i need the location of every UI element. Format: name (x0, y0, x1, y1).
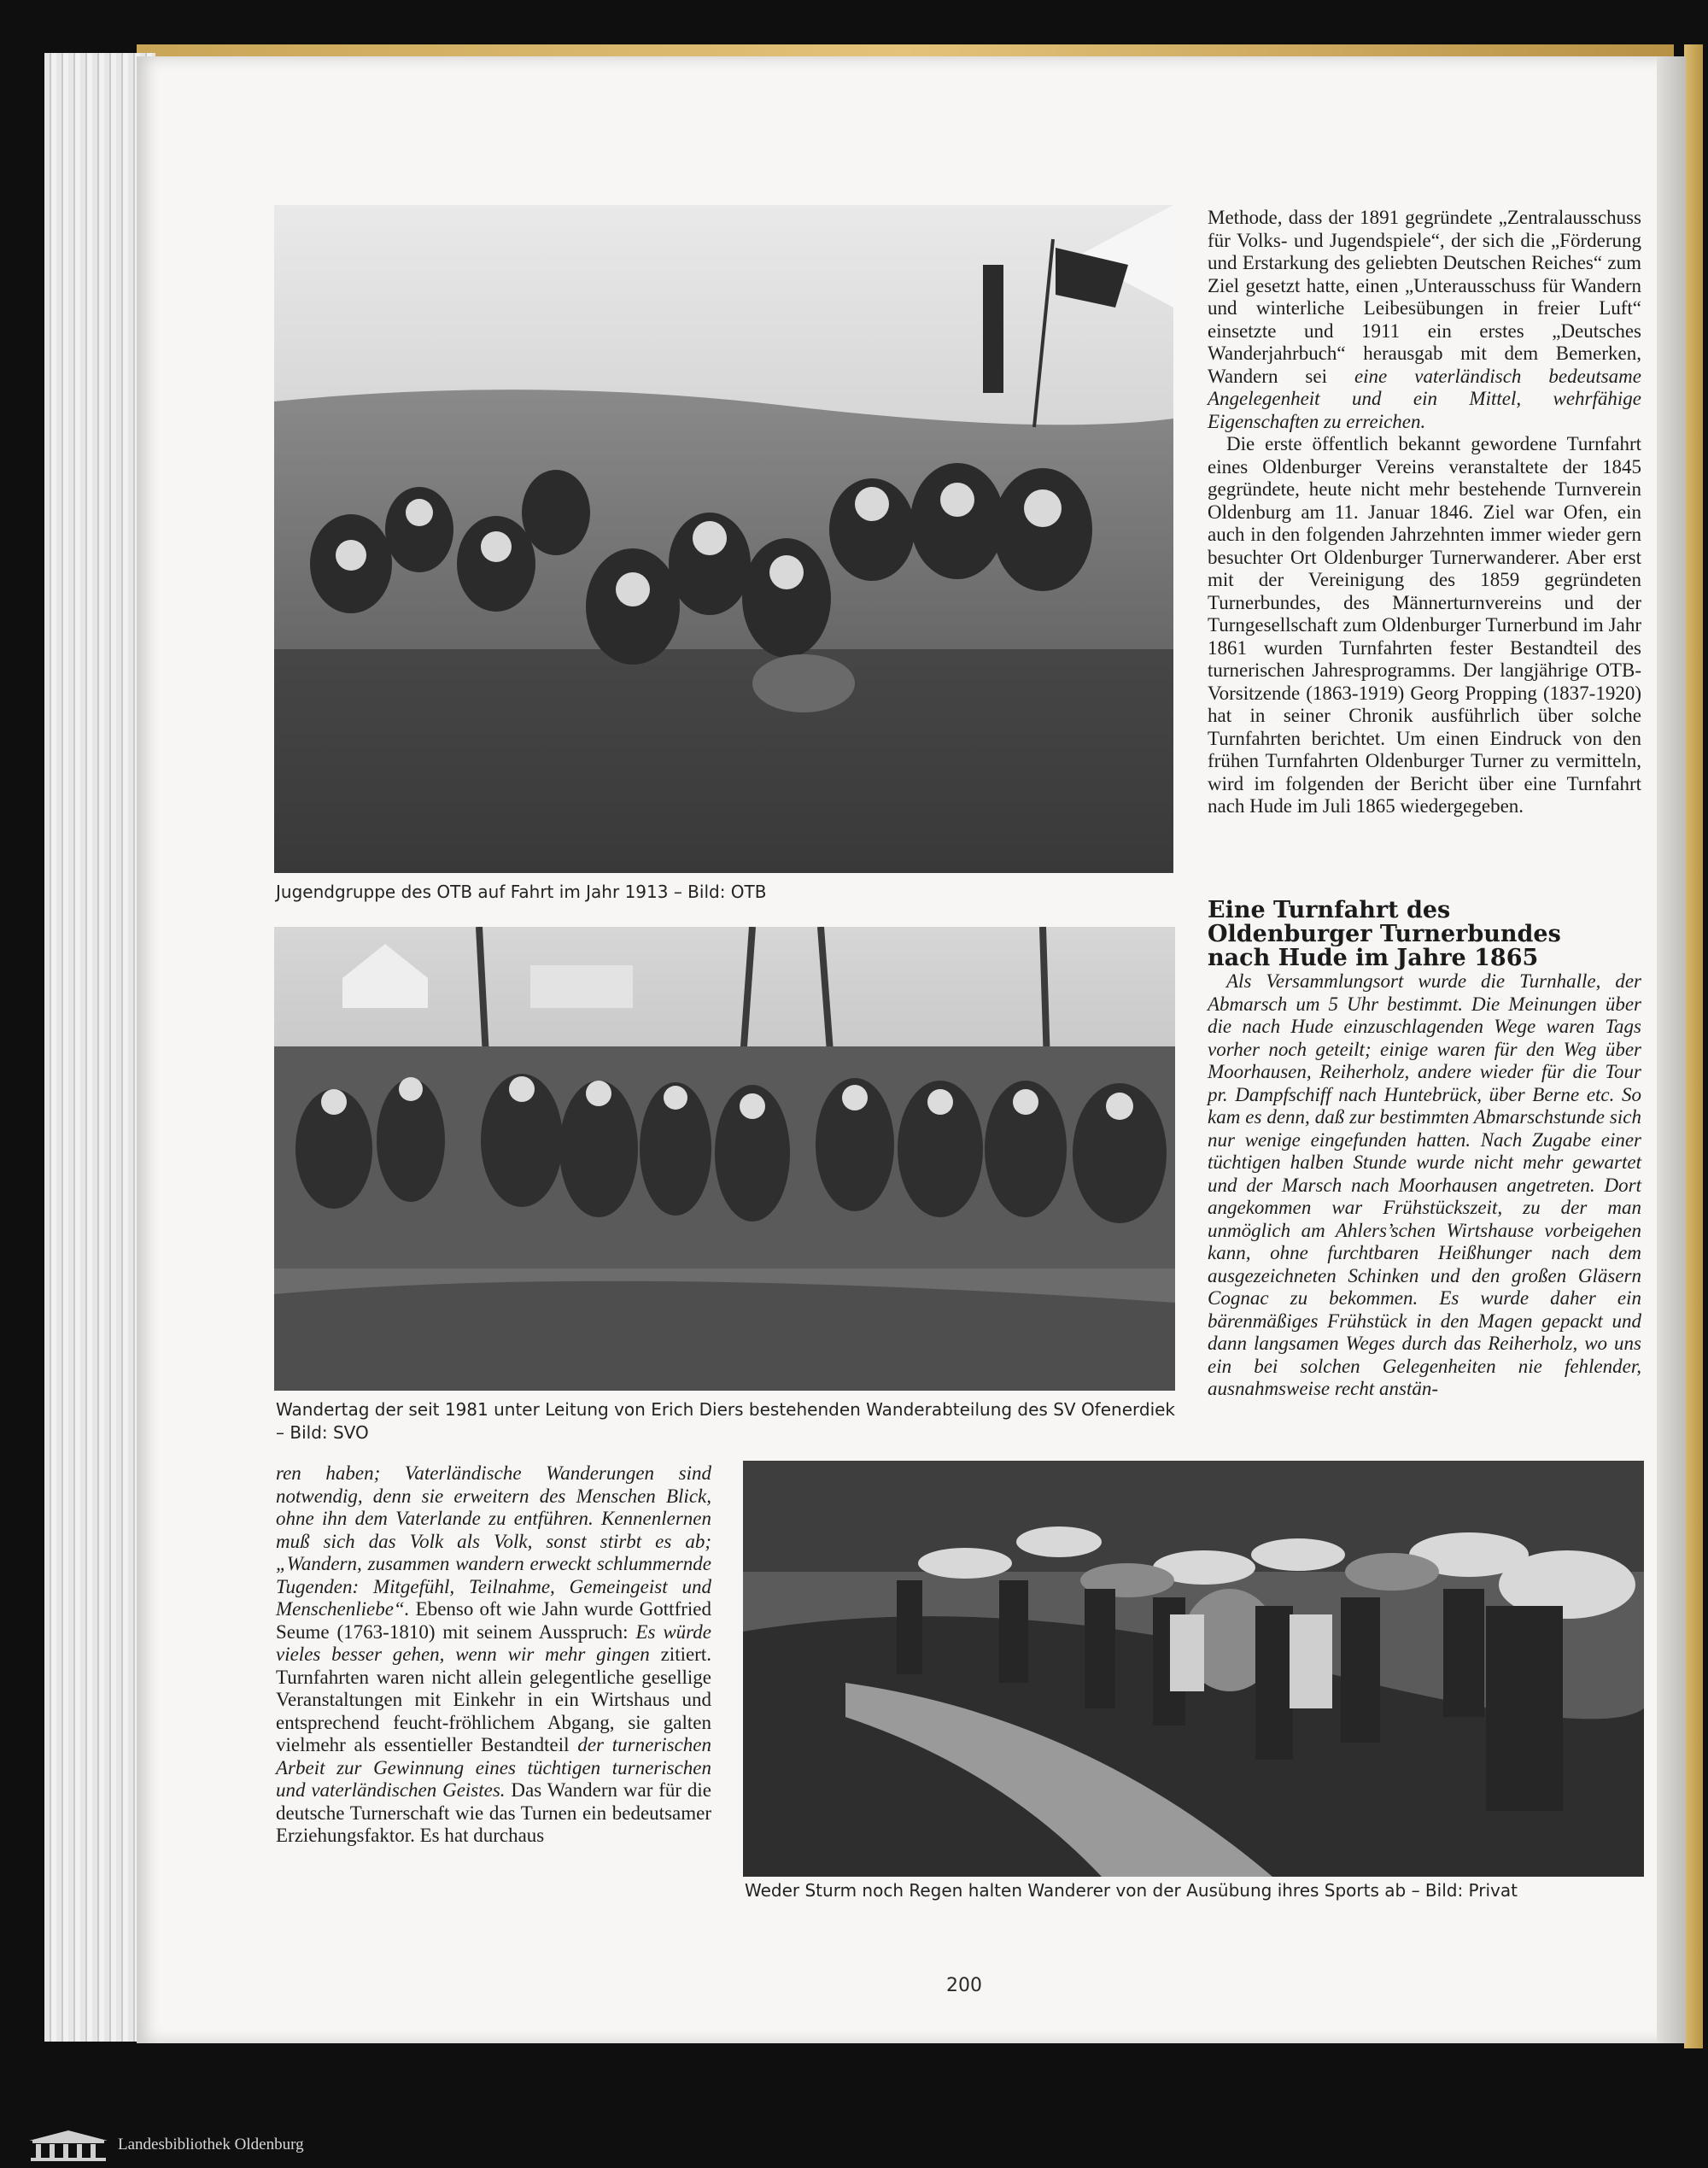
library-name: Landesbibliothek Oldenburg (118, 2136, 304, 2153)
paragraph: Die erste öffentlich bekannt gewordene Turnfahrt eines Oldenburger Vereins veranstaltete der 1845 gegründete, heute nicht mehr bestehende Turnverein Oldenburg am 11. Januar 1846. Ziel war Ofen, ein auch in den folgenden Jahrzehnten immer wieder gern besuchter Ort Oldenburger Turnerwanderer. Aber erst mit der Vereinigung des 1859 gegründeten Turnerbundes, des Männerturnvereins und der Turngesellschaft zum Oldenburger Turnerbund im Jahr 1861 wurden Turnfahrten fester Bestandteil des turnerischen Jahresprogramms. Der langjährige OTB-Vorsitzende (1863-1919) Georg Propping (1837-1920) hat in seiner Chronik ausführlich über solche Turnfahrten berichtet. Um einen Eindruck von den frühen Turnfahrten Oldenburger Turner zu vermitteln, wird im folgenden der Bericht über eine Turnfahrt nach Hude im Juli 1865 wiedergegeben. (1208, 433, 1641, 817)
text-column-left (276, 1462, 711, 1848)
page-gutter (1657, 56, 1686, 2043)
photo-caption: Jugendgruppe des OTB auf Fahrt im Jahr 1913 – Bild: OTB (276, 882, 767, 902)
photo-caption: Weder Sturm noch Regen halten Wanderer von der Ausübung ihres Sports ab – Bild: Privat (745, 1880, 1518, 1901)
section-heading: Eine Turnfahrt des Oldenburger Turnerbundes nach Hude im Jahre 1865 (1208, 897, 1561, 971)
text-column-right-quote (1208, 970, 1641, 1401)
quoted-report: Als Versammlungsort wurde die Turnhalle, der Abmarsch um 5 Uhr bestimmt. Die Meinungen über die nach Hude einzuschlagenden Wege waren Tags vorher noch geteilt; einige waren für den Weg über Moorhausen, Reiherholz, andere wieder für die Tour pr. Dampfschiff nach Huntebrück, über Berne etc. So kam es denn, daß zur bestimmten Abmarschstunde sich nur wenige eingefunden hatten. Nach Zugabe einer tüchtigen halben Stunde wurde nicht mehr gewartet und der Marsch nach Moorhausen angetreten. Dort angekommen war Frühstückszeit, zu der man unmöglich am Ahlers’schen Wirtshause vorbeigehen kann, ohne furchtbaren Heißhunger nach dem ausgezeichneten Schinken und den großen Gläsern Cognac zu bekommen. Es wurde daher ein bärenmäßiges Frühstück in den Magen gepackt und dann langsamen Weges durch das Reiherholz, wo uns ein bei solchen Gelegenheiten nie fehlender, ausnahmsweise recht anstän- (1208, 970, 1641, 1399)
book-cover-edge-right (1684, 44, 1703, 2048)
library-logo-icon (26, 2129, 111, 2163)
paragraph: Methode, dass der 1891 gegründete „Zentralausschuss für Volks- und Jugendspiele“, der sich die „Förderung und Erstarkung des geliebten Deutschen Reiches“ zum Ziel gesetzt hatte, einen „Unterausschuss für Wandern und winterliche Leibesübungen in freier Luft“ einsetzte und 1911 ein erstes „Deutsches Wanderjahrbuch“ herausgab mit dem Bemerken, Wandern sei eine vaterländisch bedeutsame Angelegenheit und ein Mittel, wehrfähige Eigenschaften zu erreichen. (1208, 207, 1641, 432)
page-number: 200 (946, 1975, 982, 1996)
paragraph: ren haben; Vaterländische Wanderungen sind notwendig, denn sie erweitern des Menschen Blick, ohne ihn dem Vaterlande zu entführen. Kennenlernen muß sich das Volk als Volk, sonst stirbt es ab; „Wandern, zusammen wandern erweckt schlummernde Tugenden: Mitgefühl, Teilnahme, Gemeingeist und Menschenliebe“. Ebenso oft wie Jahn wurde Gottfried Seume (1763-1810) mit seinem Ausspruch: Es würde vieles besser gehen, wenn wir mehr gingen zitiert. Turnfahrten waren nicht allein gelegentliche gesellige Veranstaltungen mit Einkehr in ein Wirtshaus und entsprechend feucht-fröhlichem Abgang, sie galten vielmehr als essentieller Bestandteil der turnerischen Arbeit zur Gewinnung eines tüchtigen turnerischen und vaterländischen Geistes. Das Wandern war für die deutsche Turnerschaft wie das Turnen ein bedeutsamer Erziehungsfaktor. Es hat durchaus (276, 1462, 711, 1846)
text-column-right (1208, 207, 1641, 818)
photo-rain-hikers (743, 1461, 1644, 1877)
photo-youth-group (274, 205, 1173, 873)
photo-hiking-day (274, 927, 1175, 1391)
photo-caption: Wandertag der seit 1981 unter Leitung von Erich Diers bestehenden Wanderabteilung des SV Ofenerdiek – Bild: SVO (276, 1399, 1176, 1443)
